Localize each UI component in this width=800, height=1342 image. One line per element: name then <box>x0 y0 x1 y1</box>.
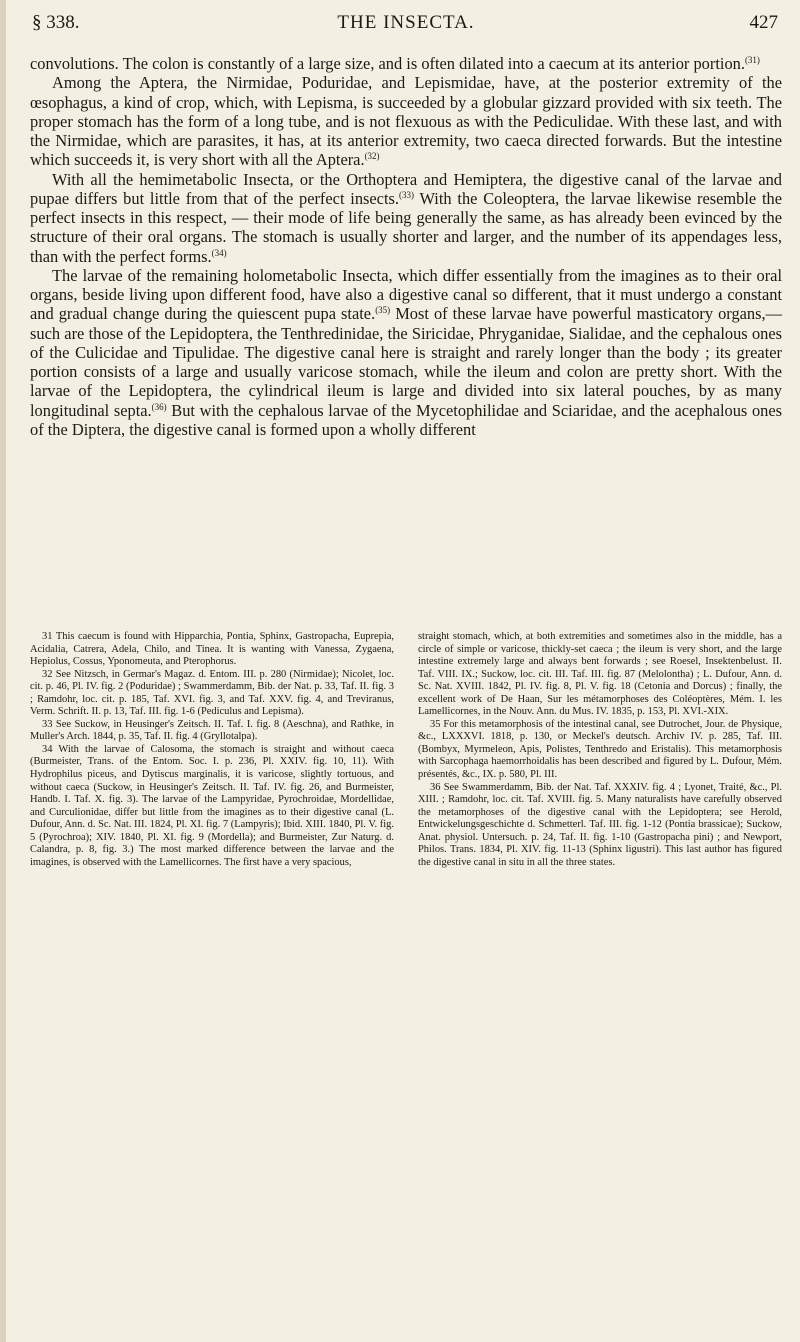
footnote: 33 See Suckow, in Heusinger's Zeitsch. II. Taf. I. fig. 8 (Aeschna), and Rathke, in Muller's Arch. 1844, p. 35, Taf. II. fig. 4 (Gryllotalpa). <box>30 718 394 743</box>
footnote: 31 This caecum is found with Hipparchia, Pontia, Sphinx, Gastropacha, Euprepia, Acidalia, Catrera, Adela, Chilo, and Tinea. It is wanting with Vanessa, Zygaena, Hepiolus, Cossus, Yponomeuta, and Pterophorus. <box>30 631 394 668</box>
footnote: straight stomach, which, at both extremities and sometimes also in the middle, has a circle of simple or varicose, thickly-set caeca ; the ileum is very short, and the large intestine extremely large and always bent forwards ; see Roesel, Insektenbelust. II. Taf. VIII. IX.; Suckow, loc. cit. III. Taf. III. fig. 87 (Melolontha) ; L. Dufour, Ann. d. Sc. Nat. XVIII. 1842, Pl. IV. fig. 8, Pl. V. fig. 18 (Cetonia and Dorcus) ; finally, the excellent work of De Haan, Sur les métamorphoses des Coléoptères, Mém. I. les Lamellicornes, in the Nouv. Ann. du Mus. IV. 1835, p. 153, Pl. XVI.-XIX. <box>418 631 782 718</box>
footnote-ref: (36) <box>151 401 167 412</box>
paragraph: Among the Aptera, the Nirmidae, Poduridae, and Lepismidae, have, at the posterior extremity of the œsophagus, a kind of crop, which, with Lepisma, is succeeded by a globular gizzard provided with six teeth. The proper stomach has the form of a long tube, and is not flexuous as with the Pediculidae. With these last, and with the Nirmidae, which are parasites, it has, at its anterior extremity, two caeca directed forwards. But the intestine which succeeds it, is very short with all the Aptera.$^{(32)}$ <box>30 73 782 170</box>
book-page <box>30 0 782 1342</box>
footnote-ref: (35) <box>375 305 391 316</box>
running-header <box>30 10 782 40</box>
footnote: 34 With the larvae of Calosoma, the stomach is straight and without caeca (Burmeister, Trans. of the Entom. Soc. I. p. 236, Pl. XXIV. fig. 10, 11). With Hydrophilus piceus, and Dytiscus marginalis, it is varicose, slightly tortuous, and without caeca (Suckow, in Heusinger's Zeitsch. II. Taf. IV. fig. 26, and Burmeister, Handb. I. Taf. X. fig. 3). The larvae of the Lampyridae, Pyrochroidae, Mordellidae, and Curculionidae, differ but little from the imagines as to their digestive canal (L. Dufour, Ann. d. Sc. Nat. III. 1824, Pl. XI. fig. 7 (Lampyris); Ibid. XIII. 1840, Pl. V. fig. 5 (Pyrochroa); XIV. 1840, Pl. XI. fig. 9 (Mordella); and Burmeister, Zur Naturg. d. Calandra, p. 8, fig. 3.) The most marked difference between the larvae and the imagines, is observed with the Lamellicornes. The first have a very spacious, <box>30 743 394 868</box>
footnotes-left-column <box>30 631 394 869</box>
footnotes <box>30 631 782 869</box>
main-text <box>30 54 782 439</box>
footnote: 36 See Swammerdamm, Bib. der Nat. Taf. XXXIV. fig. 4 ; Lyonet, Traité, &c., Pl. XIII. ; Ramdohr, loc. cit. Taf. XVIII. fig. 5. Many naturalists have carefully observed the metamorphoses of the digestive canal with the Lepidoptera; see Herold, Entwickelungsgeschichte d. Schmetterl. Taf. III. fig. 1-12 (Pontia brassicae); Suckow, Anat. physiol. Untersuch. p. 24, Taf. II. fig. 1-10 (Gastropacha pini) ; and Newport, Philos. Trans. 1834, Pl. XIV. fig. 11-13 (Sphinx ligustri). This last author has figured the digestive canal in situ in all the three states. <box>418 781 782 868</box>
footnote-ref: (34) <box>211 247 227 258</box>
footnote: 35 For this metamorphosis of the intestinal canal, see Dutrochet, Jour. de Physique, &c., LXXXVI. 1818, p. 130, or Meckel's deutsch. Archiv IV. p. 285, Taf. III. (Bombyx, Myrmeleon, Apis, Polistes, Tenthredo and Eristalis). This metamorphosis with Sarcophaga haemorrhoidalis has been described and figured by L. Dufour, Mém. présentés, &c., IX. p. 580, Pl. III. <box>418 718 782 781</box>
section-number: § 338. <box>32 12 80 33</box>
paragraph: The larvae of the remaining holometabolic Insecta, which differ essentially from the imagines as to their oral organs, beside living upon different food, have also a digestive canal so different, that it must undergo a constant and gradual change during the quiescent pupa state.$^{(35)}$ Most of these larvae have powerful masticatory organs,— such are those of the Lepidoptera, the Tenthredinidae, the Siricidae, Phryganidae, Sialidae, and the cephalous ones of the Culicidae and Tipulidae. The digestive canal here is straight and rarely longer than the body ; its greater portion consists of a large and usually varicose stomach, while the ileum and colon are pretty short. With the larvae of the Lepidoptera, the cylindrical ileum is large and divided into six lateral pouches, by as many longitudinal septa.$^{(36)}$ But with the cephalous larvae of the Mycetophilidae and Sciaridae, and the acephalous ones of the Diptera, the digestive canal is formed upon a wholly different <box>30 265 782 439</box>
footnotes-right-column <box>418 631 782 869</box>
page-edge-shadow <box>0 0 6 1342</box>
footnote-ref: (31) <box>744 55 760 65</box>
page-number: 427 <box>749 12 778 33</box>
footnote: 32 See Nitzsch, in Germar's Magaz. d. Entom. III. p. 280 (Nirmidae); Nicolet, loc. cit. p. 46, Pl. IV. fig. 2 (Poduridae) ; Swammerdamm, Bib. der Nat. p. 33, Taf. II. fig. 3 ; Ramdohr, loc. cit. p. 185, Taf. XVI. fig. 3, and Taf. XXV. fig. 4, and Treviranus, Verm. Schrift. II. p. 13, Taf. III. fig. 1-6 (Pediculus and Lepisma). <box>30 668 394 718</box>
footnote-ref: (32) <box>364 151 380 162</box>
paragraph: With all the hemimetabolic Insecta, or the Orthoptera and Hemiptera, the digestive canal of the larvae and pupae differs but little from that of the perfect insects.$^{(33)}$ With the Coleoptera, the larvae likewise resemble the perfect insects in this respect, — their mode of life being generally the same, as has already been evinced by the structure of their oral organs. The stomach is usually shorter and larger, and the number of its appendages less, than with the perfect forms.$^{(34)}$ <box>30 169 782 266</box>
footnote-ref: (33) <box>399 189 414 200</box>
running-title: THE INSECTA. <box>337 12 475 33</box>
paragraph: convolutions. The colon is constantly of a large size, and is often dilated into a caecum at its anterior portion.$^{(31)}$ <box>30 54 760 73</box>
